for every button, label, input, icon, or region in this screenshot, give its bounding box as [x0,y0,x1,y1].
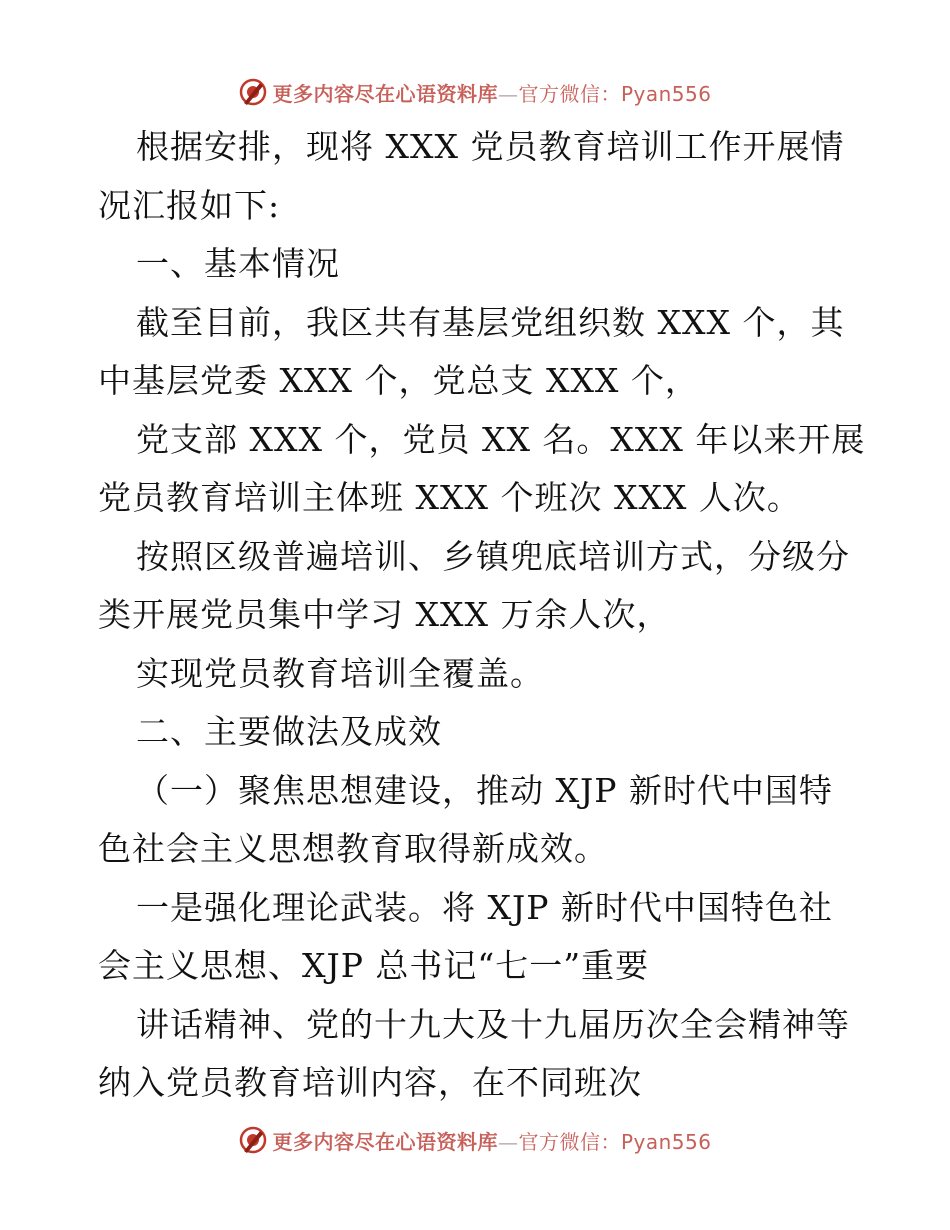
watermark-header [0,70,950,114]
text-line: （一）聚焦思想建设，推动 XJP 新时代中国特 [136,770,833,810]
text-line: 党支部 XXX 个，党员 XX 名。XXX 年以来开展 [136,419,866,459]
watermark-footer [0,1118,950,1162]
text-line: 党员教育培训主体班 XXX 个班次 XXX 人次。 [98,478,801,517]
text-line: 会主义思想、XJP 总书记“七一”重要 [98,946,650,985]
document-body [98,118,868,1113]
text-line: 按照区级普遍培训、乡镇兜底培训方式，分级分 [136,536,850,576]
text-line: 纳入党员教育培训内容，在不同班次 [98,1063,642,1102]
text-line: 色社会主义思想教育取得新成效。 [98,829,608,868]
text-line: 二、主要做法及成效 [136,712,442,751]
text-line: 实现党员教育培训全覆盖。 [136,653,544,693]
text-line: 截至目前，我区共有基层党组织数 XXX 个，其 [136,302,845,342]
text-line: 一、基本情况 [136,244,340,283]
watermark-text: 更多内容尽在心语资料库—官方微信：Pyan556 [272,81,712,106]
text-line: 一是强化理论武装。将 XJP 新时代中国特色社 [136,887,833,927]
text-line: 根据安排，现将 XXX 党员教育培训工作开展情 [136,127,845,166]
pen-logo-icon [238,1125,268,1155]
text-line: 中基层党委 XXX 个，党总支 XXX 个， [98,361,699,400]
text-line: 讲话精神、党的十九大及十九届历次全会精神等 [136,1004,850,1044]
text-line: 类开展党员集中学习 XXX 万余人次， [98,595,671,634]
text-line: 况汇报如下: [98,185,281,225]
pen-logo-icon [238,77,268,107]
watermark-text: 更多内容尽在心语资料库—官方微信：Pyan556 [272,1129,712,1154]
